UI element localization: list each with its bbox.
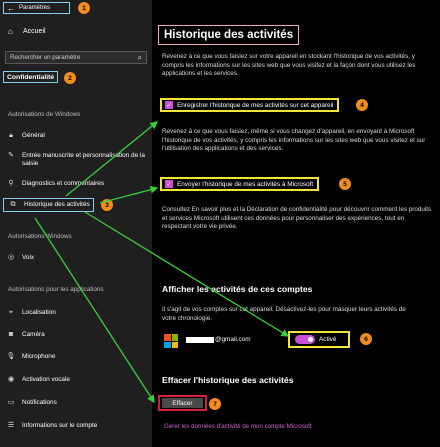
sidebar-item-microphone[interactable] [5,353,55,361]
email-domain: @gmail.com [215,336,251,343]
search-input[interactable] [5,51,147,64]
location-icon: ⌖ [9,309,13,316]
home-icon: ⌂ [8,27,13,36]
section-windows-permissions-2: Autorisations Windows [8,233,72,240]
save-history-checkbox[interactable] [160,98,339,112]
checkmark-icon: ✓ [166,102,172,109]
sidebar-item-label: Général [22,132,45,139]
save-history-label: Enregistrer l'historique de mes activités sur cet appareil [177,101,334,109]
sidebar-item-general[interactable] [5,132,45,140]
toggle-switch[interactable] [295,335,315,344]
accounts-heading: Afficher les activités de ces comptes [162,284,313,294]
step-badge-7: 7 [209,398,221,410]
step-badge-6: 6 [360,333,372,345]
sidebar-item-label: Activation vocale [22,376,70,383]
lock-icon: 🔒︎ [9,132,13,139]
account-toggle[interactable] [288,331,350,348]
step-badge-5: 5 [339,178,351,190]
send-history-checkbox[interactable] [160,177,319,191]
sidebar-item-inking[interactable] [5,152,151,168]
sidebar-item-notifications[interactable] [5,399,57,407]
diagnostics-icon: ⚲ [8,180,14,187]
sidebar-item-label: Microphone [22,353,56,360]
privacy-text: Consultez En savoir plus et la Déclaration de confidentialité pour découvrir comment les produits et services Microsoft utilisent ces données pour personnaliser des expériences, tout en respectant votre vie privée. [162,206,432,231]
send-description-text: Revenez à ce que vous faisiez, même si vous changez d'appareil, en envoyant à Microsoft l'historique de vos activités, y compris les informations sur les sites web que vous visitez et sur l'utilisation des applications et des services. [162,128,426,153]
nav-home-label: Accueil [23,28,46,35]
clear-history-button[interactable]: Effacer [162,398,203,408]
manage-activity-link[interactable]: Gérer les données d'activité de mon compte Microsoft [164,423,312,430]
toggle-knob [308,337,313,342]
clear-history-button-highlight[interactable] [158,395,207,411]
voice-icon: ◎ [7,254,15,261]
sidebar-item-label: Caméra [22,331,45,338]
clear-history-heading: Effacer l'historique des activités [162,375,294,385]
sidebar-item-activity-history[interactable] [3,198,94,212]
section-app-permissions: Autorisations pour les applications [8,286,104,293]
back-label: Paramètres [19,5,51,11]
back-button[interactable] [3,2,70,14]
voice-activation-icon: ◉ [7,376,15,383]
toggle-label: Activé [319,336,337,343]
sidebar-item-label: Informations sur le compte [22,422,98,429]
step-badge-3: 3 [101,199,113,211]
sidebar-item-label: Historique des activités [24,201,90,208]
account-info-icon: ☰ [7,422,15,429]
sidebar-item-label: Notifications [22,399,57,406]
sidebar-item-location[interactable] [5,309,56,317]
sidebar-item-diagnostics[interactable] [5,180,104,188]
page-title: Historique des activités [158,25,299,45]
sidebar-item-label: Voix [22,254,35,261]
pen-icon: ✎ [8,152,14,159]
camera-icon: ◙ [8,331,14,338]
search-icon[interactable]: ⌕ [137,53,142,62]
sidebar-item-label: Diagnostics et commentaires [22,180,105,187]
accounts-description: Il s'agit de vos comptes sur cet appareil. Désactivez-les pour masquer leurs activités de votre chronologie. [162,306,406,322]
account-email [186,336,251,343]
send-history-label: Envoyer l'historique de mes activités à Microsoft [177,180,314,188]
sidebar-item-voice[interactable] [5,254,34,262]
search-placeholder: Rechercher un paramètre [10,54,81,61]
intro-text: Revenez à ce que vous faisiez sur votre appareil en stockant l'historique de vos activités, y compris les informations sur les sites web que vous visitez et la façon dont vous utilisez les applications et les services. [162,53,416,78]
redacted-email-mask [186,337,214,343]
microsoft-logo-icon [164,334,178,348]
step-badge-2: 2 [64,72,76,84]
nav-home[interactable] [8,27,46,36]
step-badge-4: 4 [356,99,368,111]
checkmark-icon: ✓ [166,181,172,188]
sidebar-item-label: Entrée manuscrite et personnalisation de la saisie [22,152,145,167]
history-icon: ⧉ [10,201,16,208]
sidebar-item-camera[interactable] [5,331,45,339]
sidebar-item-account-info[interactable] [5,422,97,430]
microphone-icon: 🎙︎ [6,353,16,360]
sidebar-item-voice-activation[interactable] [5,376,70,384]
back-arrow-icon: ← [7,3,15,13]
notifications-icon: ▭ [7,399,15,406]
settings-sidebar [0,0,152,447]
step-badge-1: 1 [78,2,90,14]
category-title: Confidentialité [3,71,58,83]
section-windows-permissions: Autorisations de Windows [8,111,81,118]
sidebar-item-label: Localisation [22,309,56,316]
